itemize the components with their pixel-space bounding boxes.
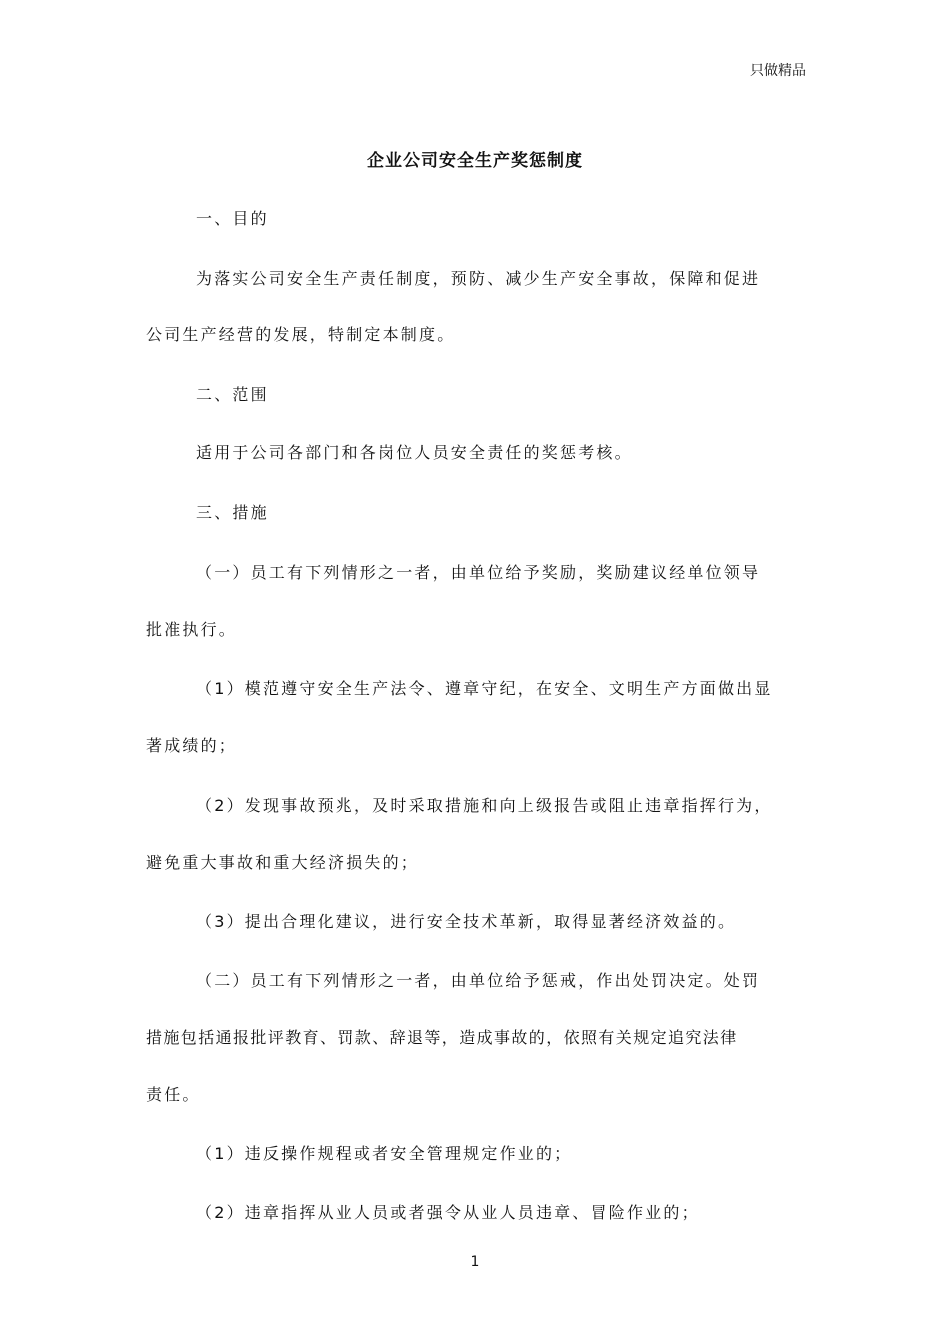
paragraph-line: （2）违章指挥从业人员或者强令从业人员违章、冒险作业的；: [196, 1203, 700, 1222]
paragraph-line: （1）模范遵守安全生产法令、遵章守纪，在安全、文明生产方面做出显: [196, 679, 773, 698]
header-tag: 只做精品: [750, 63, 806, 79]
page-number: 1: [470, 1254, 480, 1270]
paragraph-line: （3）提出合理化建议，进行安全技术革新，取得显著经济效益的。: [196, 912, 737, 931]
paragraph-line: 责任。: [146, 1085, 201, 1104]
paragraph-line: 避免重大事故和重大经济损失的；: [146, 853, 420, 872]
paragraph-line: （二）员工有下列情形之一者，由单位给予惩戒，作出处罚决定。处罚: [196, 971, 761, 990]
paragraph-line: （1）违反操作规程或者安全管理规定作业的；: [196, 1144, 573, 1163]
paragraph-line: 批准执行。: [146, 620, 238, 639]
paragraph-line: 为落实公司安全生产责任制度，预防、减少生产安全事故，保障和促进: [196, 269, 761, 288]
section-heading-purpose: 一、目的: [196, 209, 269, 228]
paragraph-line: 适用于公司各部门和各岗位人员安全责任的奖惩考核。: [196, 443, 633, 462]
section-heading-measures: 三、措施: [196, 503, 269, 522]
section-heading-scope: 二、范围: [196, 385, 269, 404]
paragraph-line: 公司生产经营的发展，特制定本制度。: [146, 325, 456, 344]
paragraph-line: （2）发现事故预兆，及时采取措施和向上级报告或阻止违章指挥行为，: [196, 796, 773, 815]
paragraph-line: 措施包括通报批评教育、罚款、辞退等，造成事故的，依照有关规定追究法律: [146, 1028, 738, 1047]
paragraph-line: （一）员工有下列情形之一者，由单位给予奖励，奖励建议经单位领导: [196, 563, 761, 582]
paragraph-line: 著成绩的；: [146, 736, 238, 755]
document-title: 企业公司安全生产奖惩制度: [367, 151, 583, 171]
